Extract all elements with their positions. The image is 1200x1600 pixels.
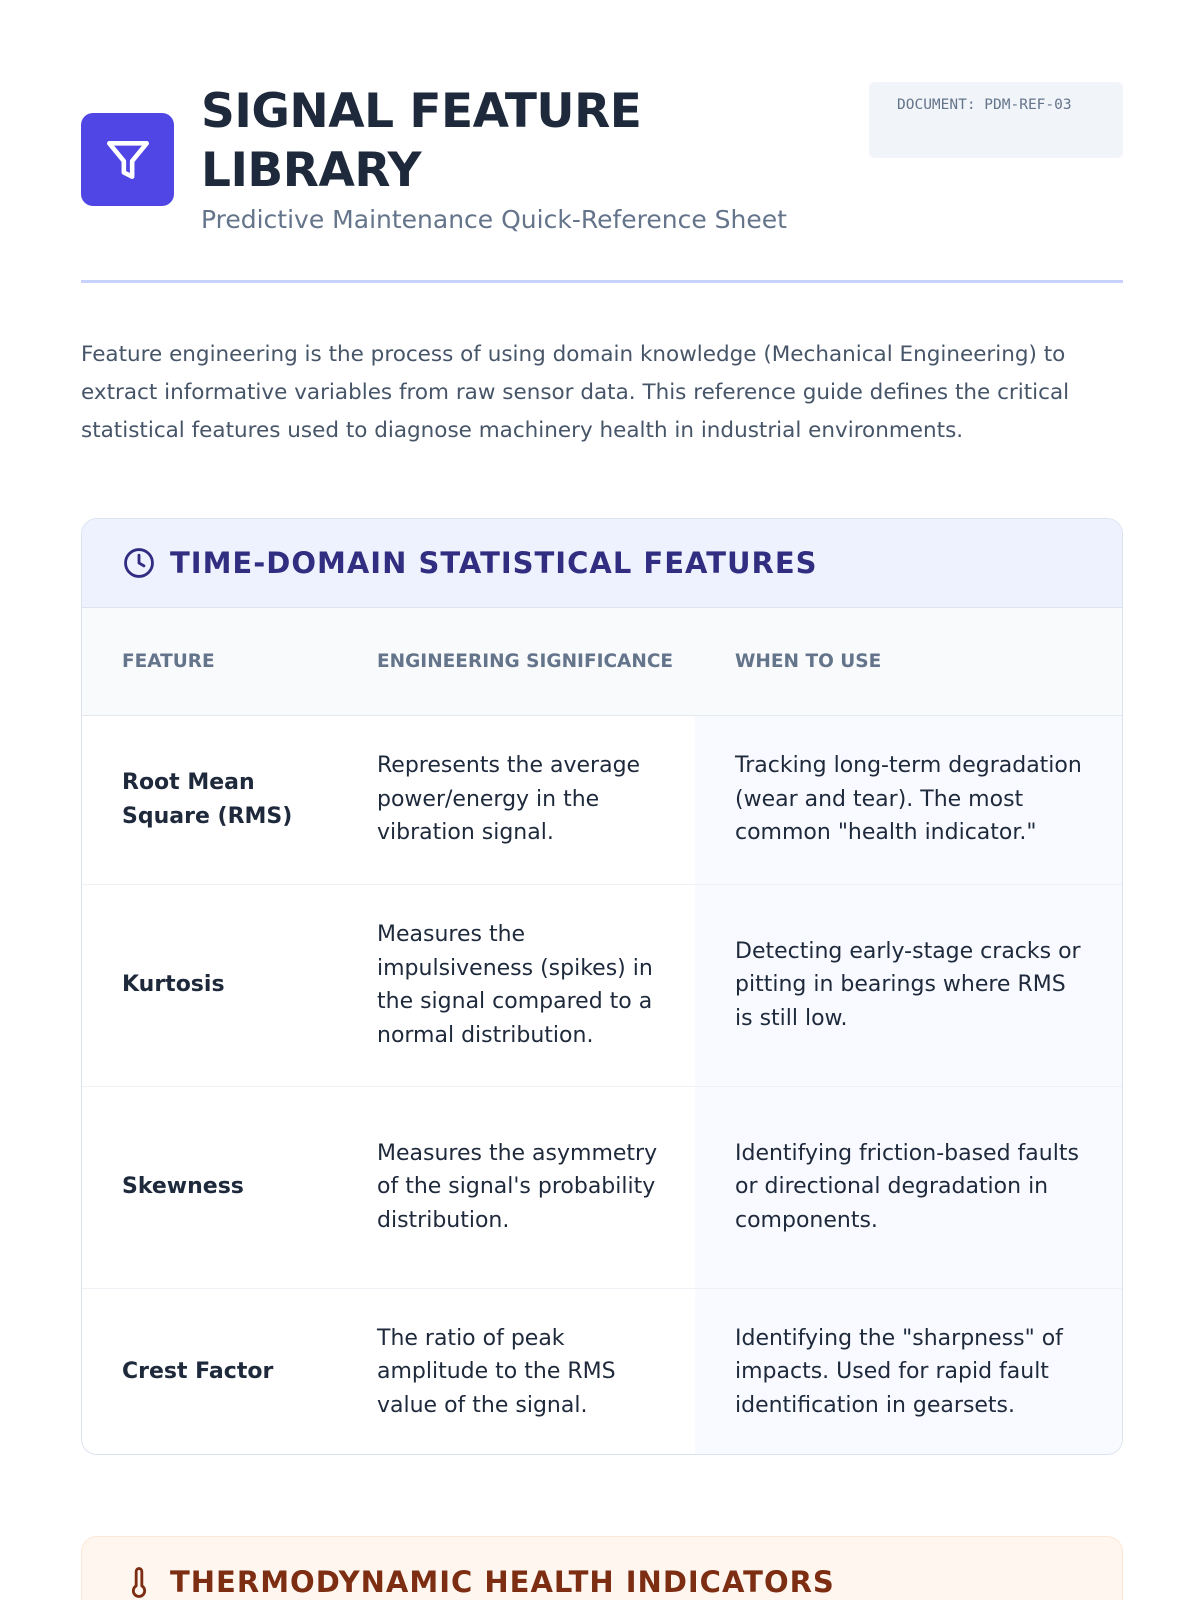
when-to-use-cell: Identifying friction-based faults or directional degradation in components. [695, 1086, 1122, 1288]
time-domain-section-header [82, 519, 1122, 608]
column-header-significance: ENGINEERING SIGNIFICANCE [359, 608, 695, 715]
funnel-filter-icon [103, 135, 153, 185]
header-divider [81, 280, 1123, 283]
feature-name-cell: Skewness [82, 1086, 359, 1288]
features-table [82, 608, 1122, 1455]
intro-paragraph: Feature engineering is the process of using domain knowledge (Mechanical Engineering) to extract informative variables from raw sensor data. This reference guide defines the critical statistical features used to diagnose machinery health in industrial environments. [81, 342, 1070, 443]
time-domain-section [81, 518, 1123, 1455]
page-subtitle: Predictive Maintenance Quick-Reference Sheet [201, 205, 787, 234]
when-to-use-cell: Detecting early-stage cracks or pitting in bearings where RMS is still low. [695, 884, 1122, 1086]
header [81, 82, 1123, 237]
time-domain-section-title: TIME-DOMAIN STATISTICAL FEATURES [170, 546, 818, 580]
when-to-use-cell: Tracking long-term degradation (wear and tear). The most common "health indicator." [695, 715, 1122, 884]
significance-cell: The ratio of peak amplitude to the RMS value of the signal. [377, 1325, 616, 1418]
feature-name-cell: Crest Factor [122, 1359, 274, 1384]
table-row [82, 715, 1122, 884]
thermometer-icon [122, 1565, 156, 1599]
table-row [82, 1086, 1122, 1288]
significance-cell: Measures the asymmetry of the signal's probability distribution. [359, 1086, 695, 1288]
column-header-feature: FEATURE [82, 608, 359, 715]
thermodynamic-section-header [82, 1537, 1122, 1600]
thermodynamic-section-title: THERMODYNAMIC HEALTH INDICATORS [170, 1564, 835, 1599]
significance-cell: Represents the average power/energy in the vibration signal. [359, 715, 695, 884]
document-id-badge: DOCUMENT: PDM-REF-03 [869, 82, 1123, 158]
thermodynamic-section [81, 1536, 1123, 1600]
significance-cell: Measures the impulsiveness (spikes) in the signal compared to a normal distribution. [359, 884, 695, 1086]
clock-icon [122, 546, 156, 580]
logo [81, 113, 174, 206]
feature-name-cell: Root Mean Square (RMS) [82, 715, 359, 884]
page-title: SIGNAL FEATURE LIBRARY [201, 84, 642, 198]
feature-name-cell: Kurtosis [82, 884, 359, 1086]
column-header-when: WHEN TO USE [695, 608, 1122, 715]
table-row [82, 884, 1122, 1086]
table-row [82, 1288, 1122, 1455]
table-header-row [82, 608, 1122, 715]
when-to-use-cell: Identifying the "sharpness" of impacts. Used for rapid fault identification in gearsets. [695, 1288, 1122, 1455]
